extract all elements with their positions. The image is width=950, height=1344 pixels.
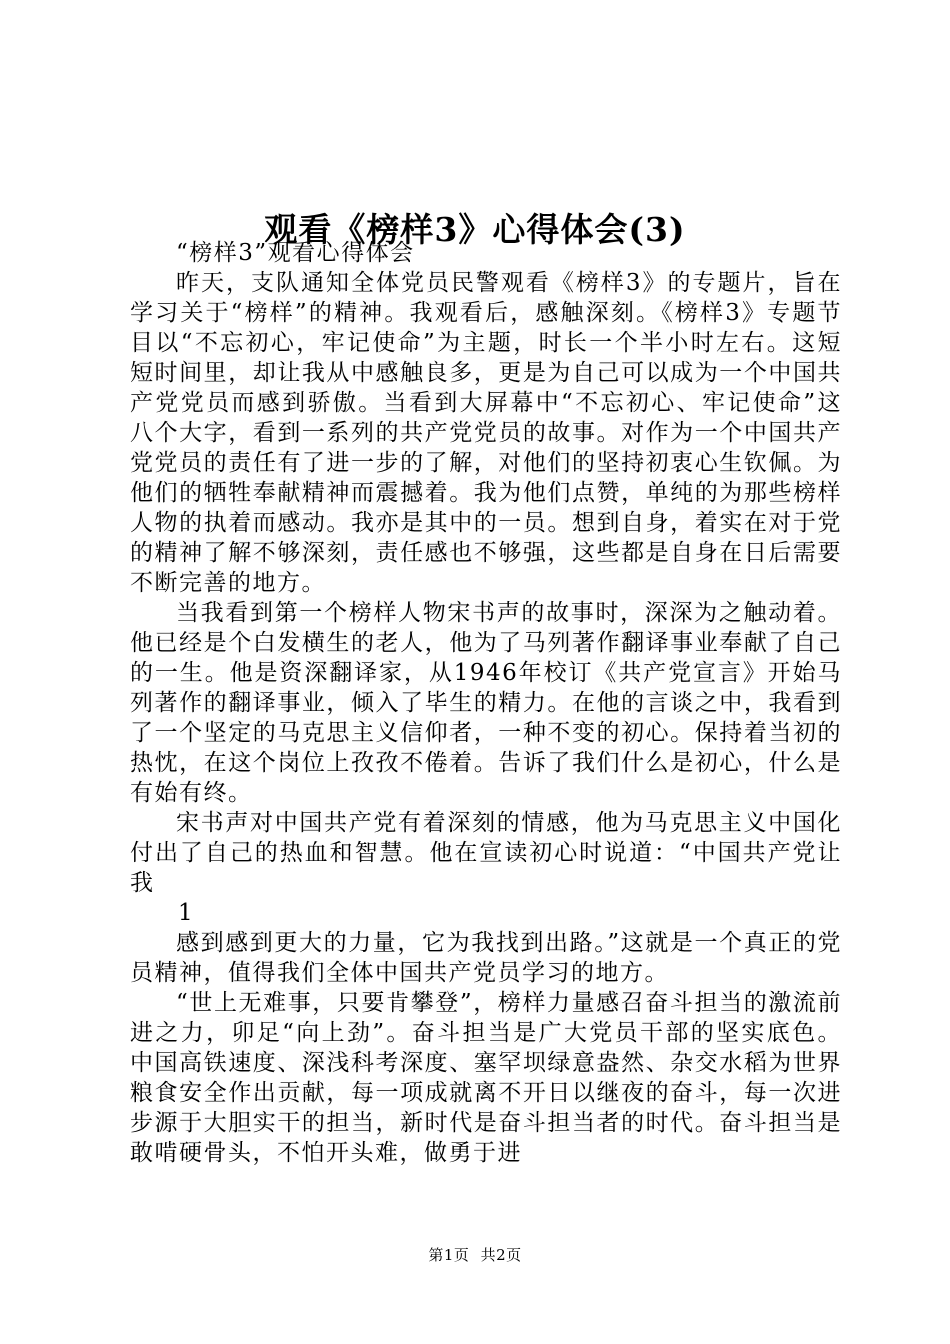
page-footer xyxy=(0,1245,950,1265)
paragraph: 当我看到第一个榜样人物宋书声的故事时，深深为之触动着。他已经是个白发横生的老人，他为了马列著作翻译事业奉献了自己的一生。他是资深翻译家，从1946年校订《共产党宣言》开始马列著作的翻译事业，倾入了毕生的精力。在他的言谈之中，我看到了一个坚定的马克思主义信仰者，一种不变的初心。保持着当初的热忱，在这个岗位上孜孜不倦着。告诉了我们什么是初心，什么是有始有终。 xyxy=(130,600,842,806)
document-body xyxy=(130,238,842,1168)
inline-page-number: 1 xyxy=(178,900,195,926)
paragraph: 感到感到更大的力量，它为我找到出路。”这就是一个真正的党员精神，值得我们全体中国共产党员学习的地方。 xyxy=(130,930,842,986)
paragraph: “世上无难事，只要肯攀登”，榜样力量感召奋斗担当的激流前进之力，卯足“向上劲”。奋斗担当是广大党员干部的坚实底色。中国高铁速度、深浅科考深度、塞罕坝绿意盎然、杂交水稻为世界粮食安全作出贡献，每一项成就离不开日以继夜的奋斗，每一次进步源于大胆实干的担当，新时代是奋斗担当者的时代。奋斗担当是敢啃硬骨头，不怕开头难，做勇于进 xyxy=(130,990,842,1166)
footer-page-total: 共2页 xyxy=(480,1246,522,1264)
footer-page-current: 第1页 xyxy=(428,1246,470,1264)
paragraph: “榜样3”观看心得体会 xyxy=(176,240,415,266)
page-title: 观看《榜样3》心得体会(3) xyxy=(264,210,686,250)
paragraph: 宋书声对中国共产党有着深刻的情感，他为马克思主义中国化付出了自己的热血和智慧。他在宣读初心时说道：“中国共产党让我 xyxy=(130,810,842,896)
paragraph: 昨天，支队通知全体党员民警观看《榜样3》的专题片，旨在学习关于“榜样”的精神。我观看后，感触深刻。《榜样3》专题节目以“不忘初心，牢记使命”为主题，时长一个半小时左右。这短短时间里，却让我从中感触良多，更是为自己可以成为一个中国共产党党员而感到骄傲。当看到大屏幕中“不忘初心、牢记使命”这八个大字，看到一系列的共产党党员的故事。对作为一个中国共产党党员的责任有了进一步的了解，对他们的坚持初衷心生钦佩。为他们的牺牲奉献精神而震撼着。我为他们点赞，单纯的为那些榜样人物的执着而感动。我亦是其中的一员。想到自身，着实在对于党的精神了解不够深刻，责任感也不够强，这些都是自身在日后需要不断完善的地方。 xyxy=(130,270,842,596)
